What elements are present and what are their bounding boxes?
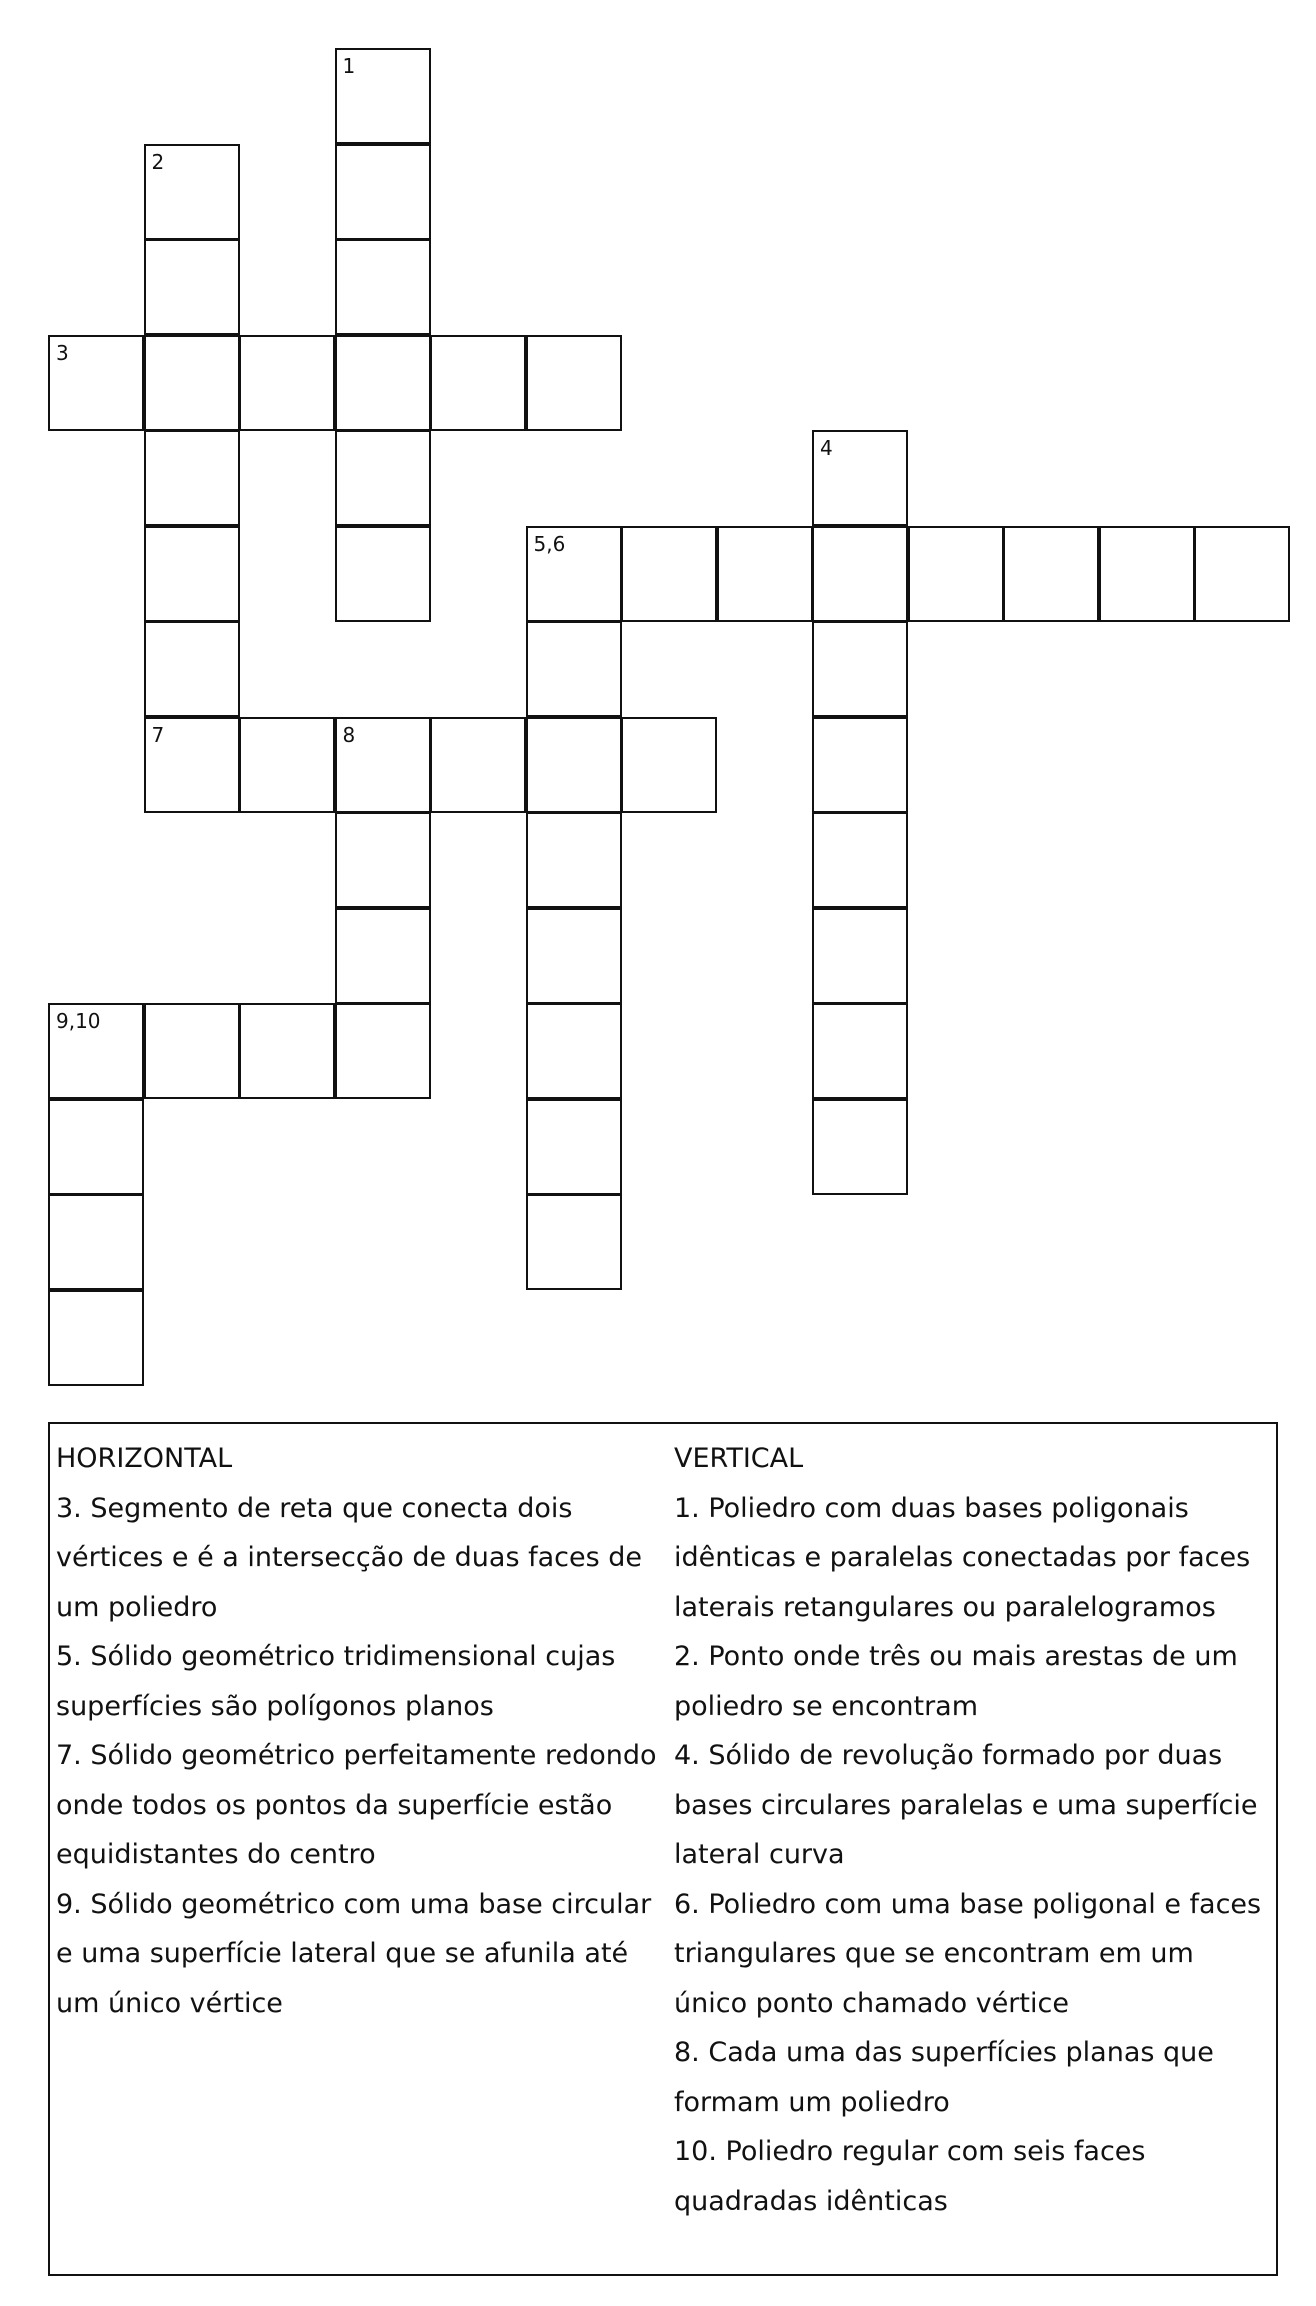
- clue-vertical-8: 8. Cada uma das superfícies planas que formam um poliedro: [674, 2037, 1214, 2118]
- crossword-cell[interactable]: [335, 335, 431, 431]
- crossword-cell[interactable]: [335, 717, 431, 813]
- clue-vertical-2: 2. Ponto onde três ou mais arestas de um poliedro se encontram: [674, 1641, 1238, 1722]
- clue-number: 3: [56, 340, 69, 365]
- crossword-cell[interactable]: [144, 1003, 240, 1099]
- crossword-cell[interactable]: [144, 335, 240, 431]
- crossword-cell[interactable]: [526, 717, 622, 813]
- crossword-cell[interactable]: [812, 1099, 908, 1195]
- crossword-cell[interactable]: [144, 239, 240, 335]
- crossword-cell[interactable]: [1194, 526, 1290, 622]
- crossword-cell[interactable]: [812, 430, 908, 526]
- crossword-cell[interactable]: [144, 717, 240, 813]
- crossword-cell[interactable]: [335, 1003, 431, 1099]
- vertical-heading: VERTICAL: [674, 1443, 804, 1474]
- crossword-cell[interactable]: [812, 1003, 908, 1099]
- clue-vertical-10: 10. Poliedro regular com seis faces quadradas idênticas: [674, 2136, 1146, 2217]
- crossword-cell[interactable]: [335, 908, 431, 1004]
- crossword-cell[interactable]: [812, 908, 908, 1004]
- clue-horizontal-3: 3. Segmento de reta que conecta dois vértices e é a intersecção de duas faces de um poliedro: [56, 1492, 643, 1623]
- crossword-cell[interactable]: [1003, 526, 1099, 622]
- crossword-cell[interactable]: [812, 526, 908, 622]
- crossword-cell[interactable]: [717, 526, 813, 622]
- vertical-clues: [674, 1434, 1274, 2226]
- crossword-cell[interactable]: [526, 908, 622, 1004]
- crossword-cell[interactable]: [239, 335, 335, 431]
- clue-number: 9,10: [56, 1009, 101, 1033]
- clue-horizontal-7: 7. Sólido geométrico perfeitamente redondo onde todos os pontos da superfície estão equidistantes do centro: [56, 1740, 657, 1870]
- crossword-cell[interactable]: [812, 812, 908, 908]
- crossword-cell[interactable]: [144, 621, 240, 717]
- clue-vertical-1: 1. Poliedro com duas bases poligonais idênticas e paralelas conectadas por faces laterais retangulares ou paralelogramos: [674, 1492, 1251, 1623]
- clue-number: 1: [342, 54, 356, 78]
- crossword-cell[interactable]: [526, 1003, 622, 1099]
- crossword-cell[interactable]: [144, 144, 240, 240]
- crossword-cell[interactable]: [908, 526, 1004, 622]
- crossword-cell[interactable]: [621, 526, 717, 622]
- crossword-cell[interactable]: [430, 717, 526, 813]
- clue-number: 5,6: [533, 531, 566, 556]
- crossword-cell[interactable]: [335, 48, 431, 144]
- crossword-cell[interactable]: [526, 526, 622, 622]
- crossword-cell[interactable]: [335, 430, 431, 526]
- clue-horizontal-5: 5. Sólido geométrico tridimensional cujas superfícies são polígonos planos: [56, 1641, 616, 1722]
- crossword-cell[interactable]: [430, 335, 526, 431]
- crossword-cell[interactable]: [48, 335, 144, 431]
- crossword-cell[interactable]: [335, 812, 431, 908]
- crossword-cell[interactable]: [526, 1099, 622, 1195]
- clue-number: 7: [151, 722, 165, 747]
- horizontal-heading: HORIZONTAL: [56, 1443, 233, 1474]
- clue-number: 4: [820, 436, 833, 460]
- crossword-cell[interactable]: [526, 1194, 622, 1290]
- clue-number: 2: [151, 149, 165, 174]
- crossword-cell[interactable]: [48, 1099, 144, 1195]
- crossword-cell[interactable]: [1099, 526, 1195, 622]
- crossword-cell[interactable]: [48, 1003, 144, 1099]
- crossword-cell[interactable]: [239, 1003, 335, 1099]
- crossword-cell[interactable]: [335, 239, 431, 335]
- crossword-cell[interactable]: [812, 717, 908, 813]
- crossword-cell[interactable]: [48, 1290, 144, 1386]
- crossword-cell[interactable]: [335, 144, 431, 240]
- crossword-cell[interactable]: [621, 717, 717, 813]
- clue-number: 8: [342, 722, 356, 747]
- clue-horizontal-9: 9. Sólido geométrico com uma base circular e uma superfície lateral que se afunila até um único vértice: [56, 1888, 652, 2019]
- crossword-cell[interactable]: [239, 717, 335, 813]
- crossword-cell[interactable]: [812, 621, 908, 717]
- clue-vertical-6: 6. Poliedro com uma base poligonal e faces triangulares que se encontram em um único ponto chamado vértice: [674, 1888, 1262, 2019]
- clues-box: [48, 1422, 1278, 2276]
- clue-vertical-4: 4. Sólido de revolução formado por duas bases circulares paralelas e uma superfície lateral curva: [674, 1740, 1258, 1870]
- crossword-cell[interactable]: [144, 526, 240, 622]
- crossword-cell[interactable]: [526, 335, 622, 431]
- crossword-cell[interactable]: [144, 430, 240, 526]
- crossword-cell[interactable]: [526, 621, 622, 717]
- crossword-cell[interactable]: [526, 812, 622, 908]
- crossword-cell[interactable]: [335, 526, 431, 622]
- crossword-cell[interactable]: [48, 1194, 144, 1290]
- horizontal-clues: [56, 1434, 666, 2028]
